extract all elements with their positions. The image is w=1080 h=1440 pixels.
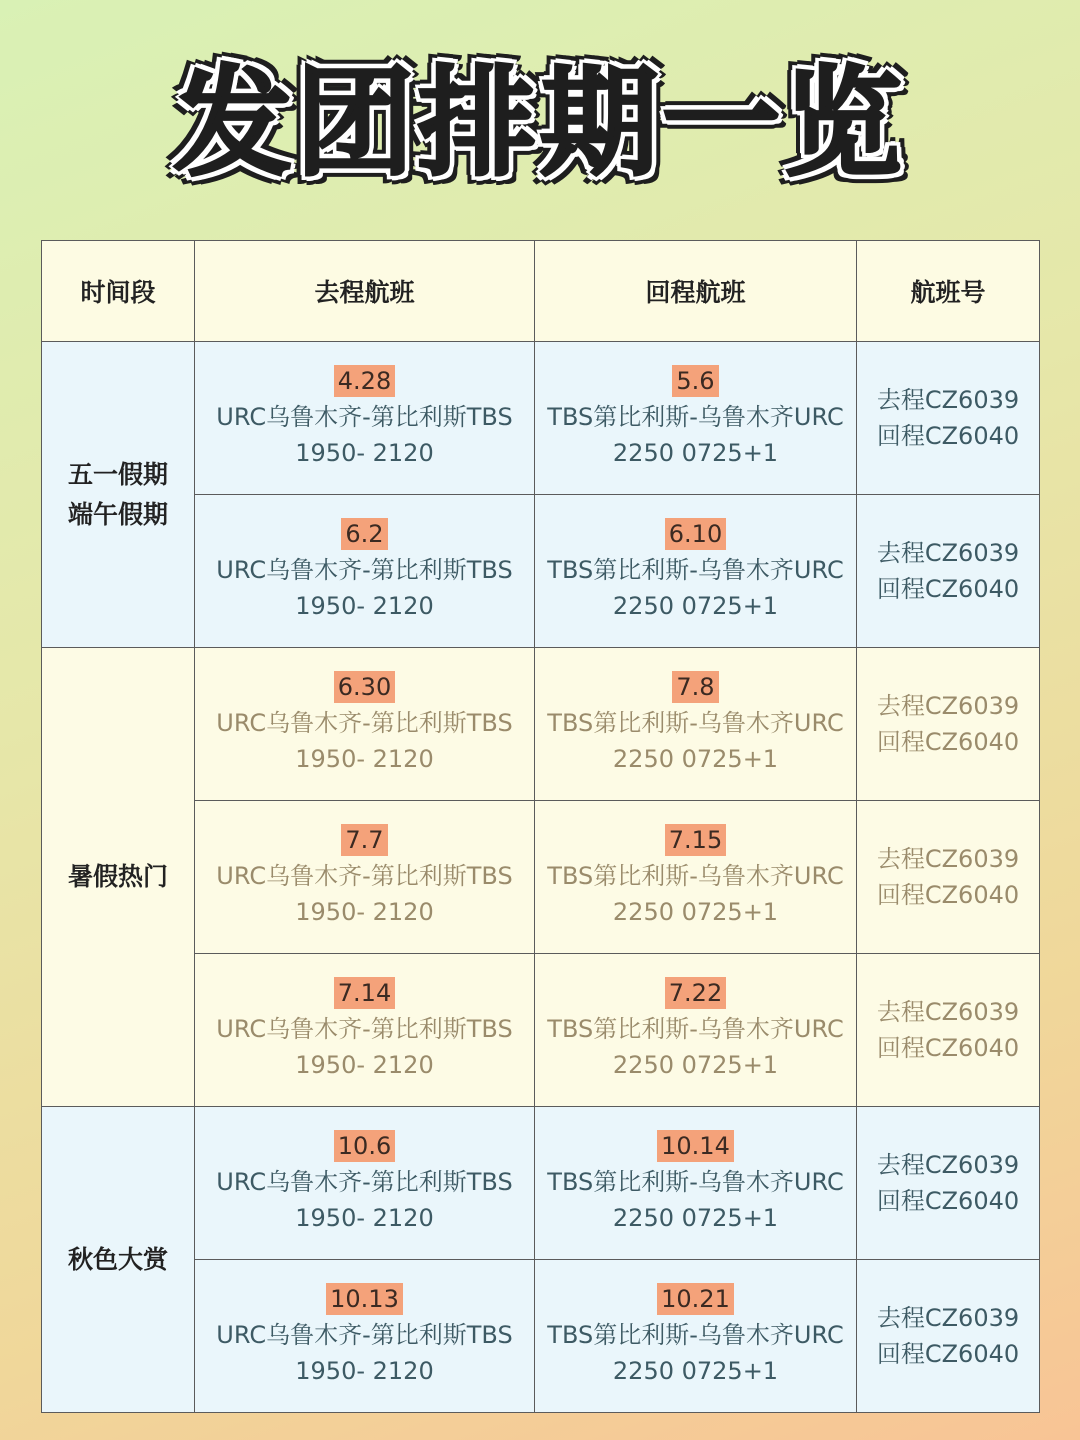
return-date: 7.15 — [665, 824, 726, 856]
return-cell — [535, 801, 857, 954]
return-date: 10.14 — [657, 1130, 734, 1162]
return-date: 10.21 — [657, 1283, 734, 1315]
flight-number-cell — [857, 1107, 1040, 1260]
outbound-cell — [195, 342, 535, 495]
outbound-flight-number: 去程CZ6039 — [876, 1151, 1020, 1179]
table-row — [42, 342, 1040, 495]
return-cell — [535, 1260, 857, 1413]
return-route: TBS第比利斯-乌鲁木齐URC — [547, 1168, 844, 1196]
return-cell — [535, 1107, 857, 1260]
return-flight-number: 回程CZ6040 — [876, 575, 1020, 603]
outbound-cell — [195, 1260, 535, 1413]
return-route: TBS第比利斯-乌鲁木齐URC — [547, 862, 844, 890]
flight-number-cell — [857, 801, 1040, 954]
return-flight-number: 回程CZ6040 — [876, 1034, 1020, 1062]
outbound-time: 1950- 2120 — [295, 439, 434, 467]
return-route: TBS第比利斯-乌鲁木齐URC — [547, 403, 844, 431]
flight-number-cell — [857, 954, 1040, 1107]
outbound-time: 1950- 2120 — [295, 898, 434, 926]
outbound-flight-number: 去程CZ6039 — [876, 386, 1020, 414]
outbound-flight-number: 去程CZ6039 — [876, 1304, 1020, 1332]
outbound-time: 1950- 2120 — [295, 1051, 434, 1079]
table-header-row — [42, 241, 1040, 342]
return-flight-number: 回程CZ6040 — [876, 1340, 1020, 1368]
flight-number-cell — [857, 495, 1040, 648]
return-flight-number: 回程CZ6040 — [876, 728, 1020, 756]
outbound-time: 1950- 2120 — [295, 592, 434, 620]
outbound-time: 1950- 2120 — [295, 745, 434, 773]
return-cell — [535, 648, 857, 801]
outbound-route: URC乌鲁木齐-第比利斯TBS — [216, 403, 513, 431]
return-time: 2250 0725+1 — [612, 439, 779, 467]
period-label: 端午假期 — [67, 499, 168, 529]
outbound-route: URC乌鲁木齐-第比利斯TBS — [216, 556, 513, 584]
period-label: 秋色大赏 — [67, 1244, 168, 1274]
outbound-date: 7.7 — [341, 824, 387, 856]
return-flight-number: 回程CZ6040 — [876, 881, 1020, 909]
table-body — [42, 342, 1040, 1413]
outbound-date: 6.2 — [341, 518, 387, 550]
period-cell — [42, 648, 195, 1107]
flight-number-cell — [857, 648, 1040, 801]
return-time: 2250 0725+1 — [612, 592, 779, 620]
outbound-flight-number: 去程CZ6039 — [876, 998, 1020, 1026]
period-cell — [42, 342, 195, 648]
outbound-flight-number: 去程CZ6039 — [876, 539, 1020, 567]
header-outbound: 去程航班 — [195, 241, 535, 342]
header-return: 回程航班 — [535, 241, 857, 342]
return-flight-number: 回程CZ6040 — [876, 1187, 1020, 1215]
return-cell — [535, 954, 857, 1107]
outbound-route: URC乌鲁木齐-第比利斯TBS — [216, 709, 513, 737]
table-row — [42, 1107, 1040, 1260]
return-date: 5.6 — [672, 365, 718, 397]
period-label: 五一假期 — [67, 459, 168, 489]
period-cell — [42, 1107, 195, 1413]
return-route: TBS第比利斯-乌鲁木齐URC — [547, 1015, 844, 1043]
return-time: 2250 0725+1 — [612, 1204, 779, 1232]
return-time: 2250 0725+1 — [612, 898, 779, 926]
period-label: 暑假热门 — [67, 862, 168, 891]
outbound-time: 1950- 2120 — [295, 1204, 434, 1232]
return-route: TBS第比利斯-乌鲁木齐URC — [547, 556, 844, 584]
header-period: 时间段 — [42, 241, 195, 342]
outbound-time: 1950- 2120 — [295, 1357, 434, 1385]
outbound-date: 10.13 — [326, 1283, 403, 1315]
table-row — [42, 648, 1040, 801]
outbound-date: 4.28 — [334, 365, 395, 397]
outbound-route: URC乌鲁木齐-第比利斯TBS — [216, 862, 513, 890]
return-date: 6.10 — [665, 518, 726, 550]
outbound-date: 10.6 — [334, 1130, 395, 1162]
outbound-date: 6.30 — [334, 671, 395, 703]
header-flight-number: 航班号 — [857, 241, 1040, 342]
outbound-cell — [195, 495, 535, 648]
outbound-cell — [195, 648, 535, 801]
outbound-route: URC乌鲁木齐-第比利斯TBS — [216, 1321, 513, 1349]
return-time: 2250 0725+1 — [612, 1357, 779, 1385]
return-route: TBS第比利斯-乌鲁木齐URC — [547, 709, 844, 737]
return-cell — [535, 342, 857, 495]
outbound-date: 7.14 — [334, 977, 395, 1009]
flight-number-cell — [857, 1260, 1040, 1413]
return-cell — [535, 495, 857, 648]
outbound-flight-number: 去程CZ6039 — [876, 692, 1020, 720]
return-date: 7.22 — [665, 977, 726, 1009]
return-route: TBS第比利斯-乌鲁木齐URC — [547, 1321, 844, 1349]
flight-number-cell — [857, 342, 1040, 495]
return-time: 2250 0725+1 — [612, 745, 779, 773]
outbound-flight-number: 去程CZ6039 — [876, 845, 1020, 873]
outbound-route: URC乌鲁木齐-第比利斯TBS — [216, 1168, 513, 1196]
schedule-table — [41, 240, 1040, 1413]
page-title: 发团排期一览 — [173, 54, 906, 192]
outbound-cell — [195, 801, 535, 954]
outbound-cell — [195, 1107, 535, 1260]
outbound-cell — [195, 954, 535, 1107]
return-date: 7.8 — [672, 671, 718, 703]
return-time: 2250 0725+1 — [612, 1051, 779, 1079]
outbound-route: URC乌鲁木齐-第比利斯TBS — [216, 1015, 513, 1043]
return-flight-number: 回程CZ6040 — [876, 422, 1020, 450]
